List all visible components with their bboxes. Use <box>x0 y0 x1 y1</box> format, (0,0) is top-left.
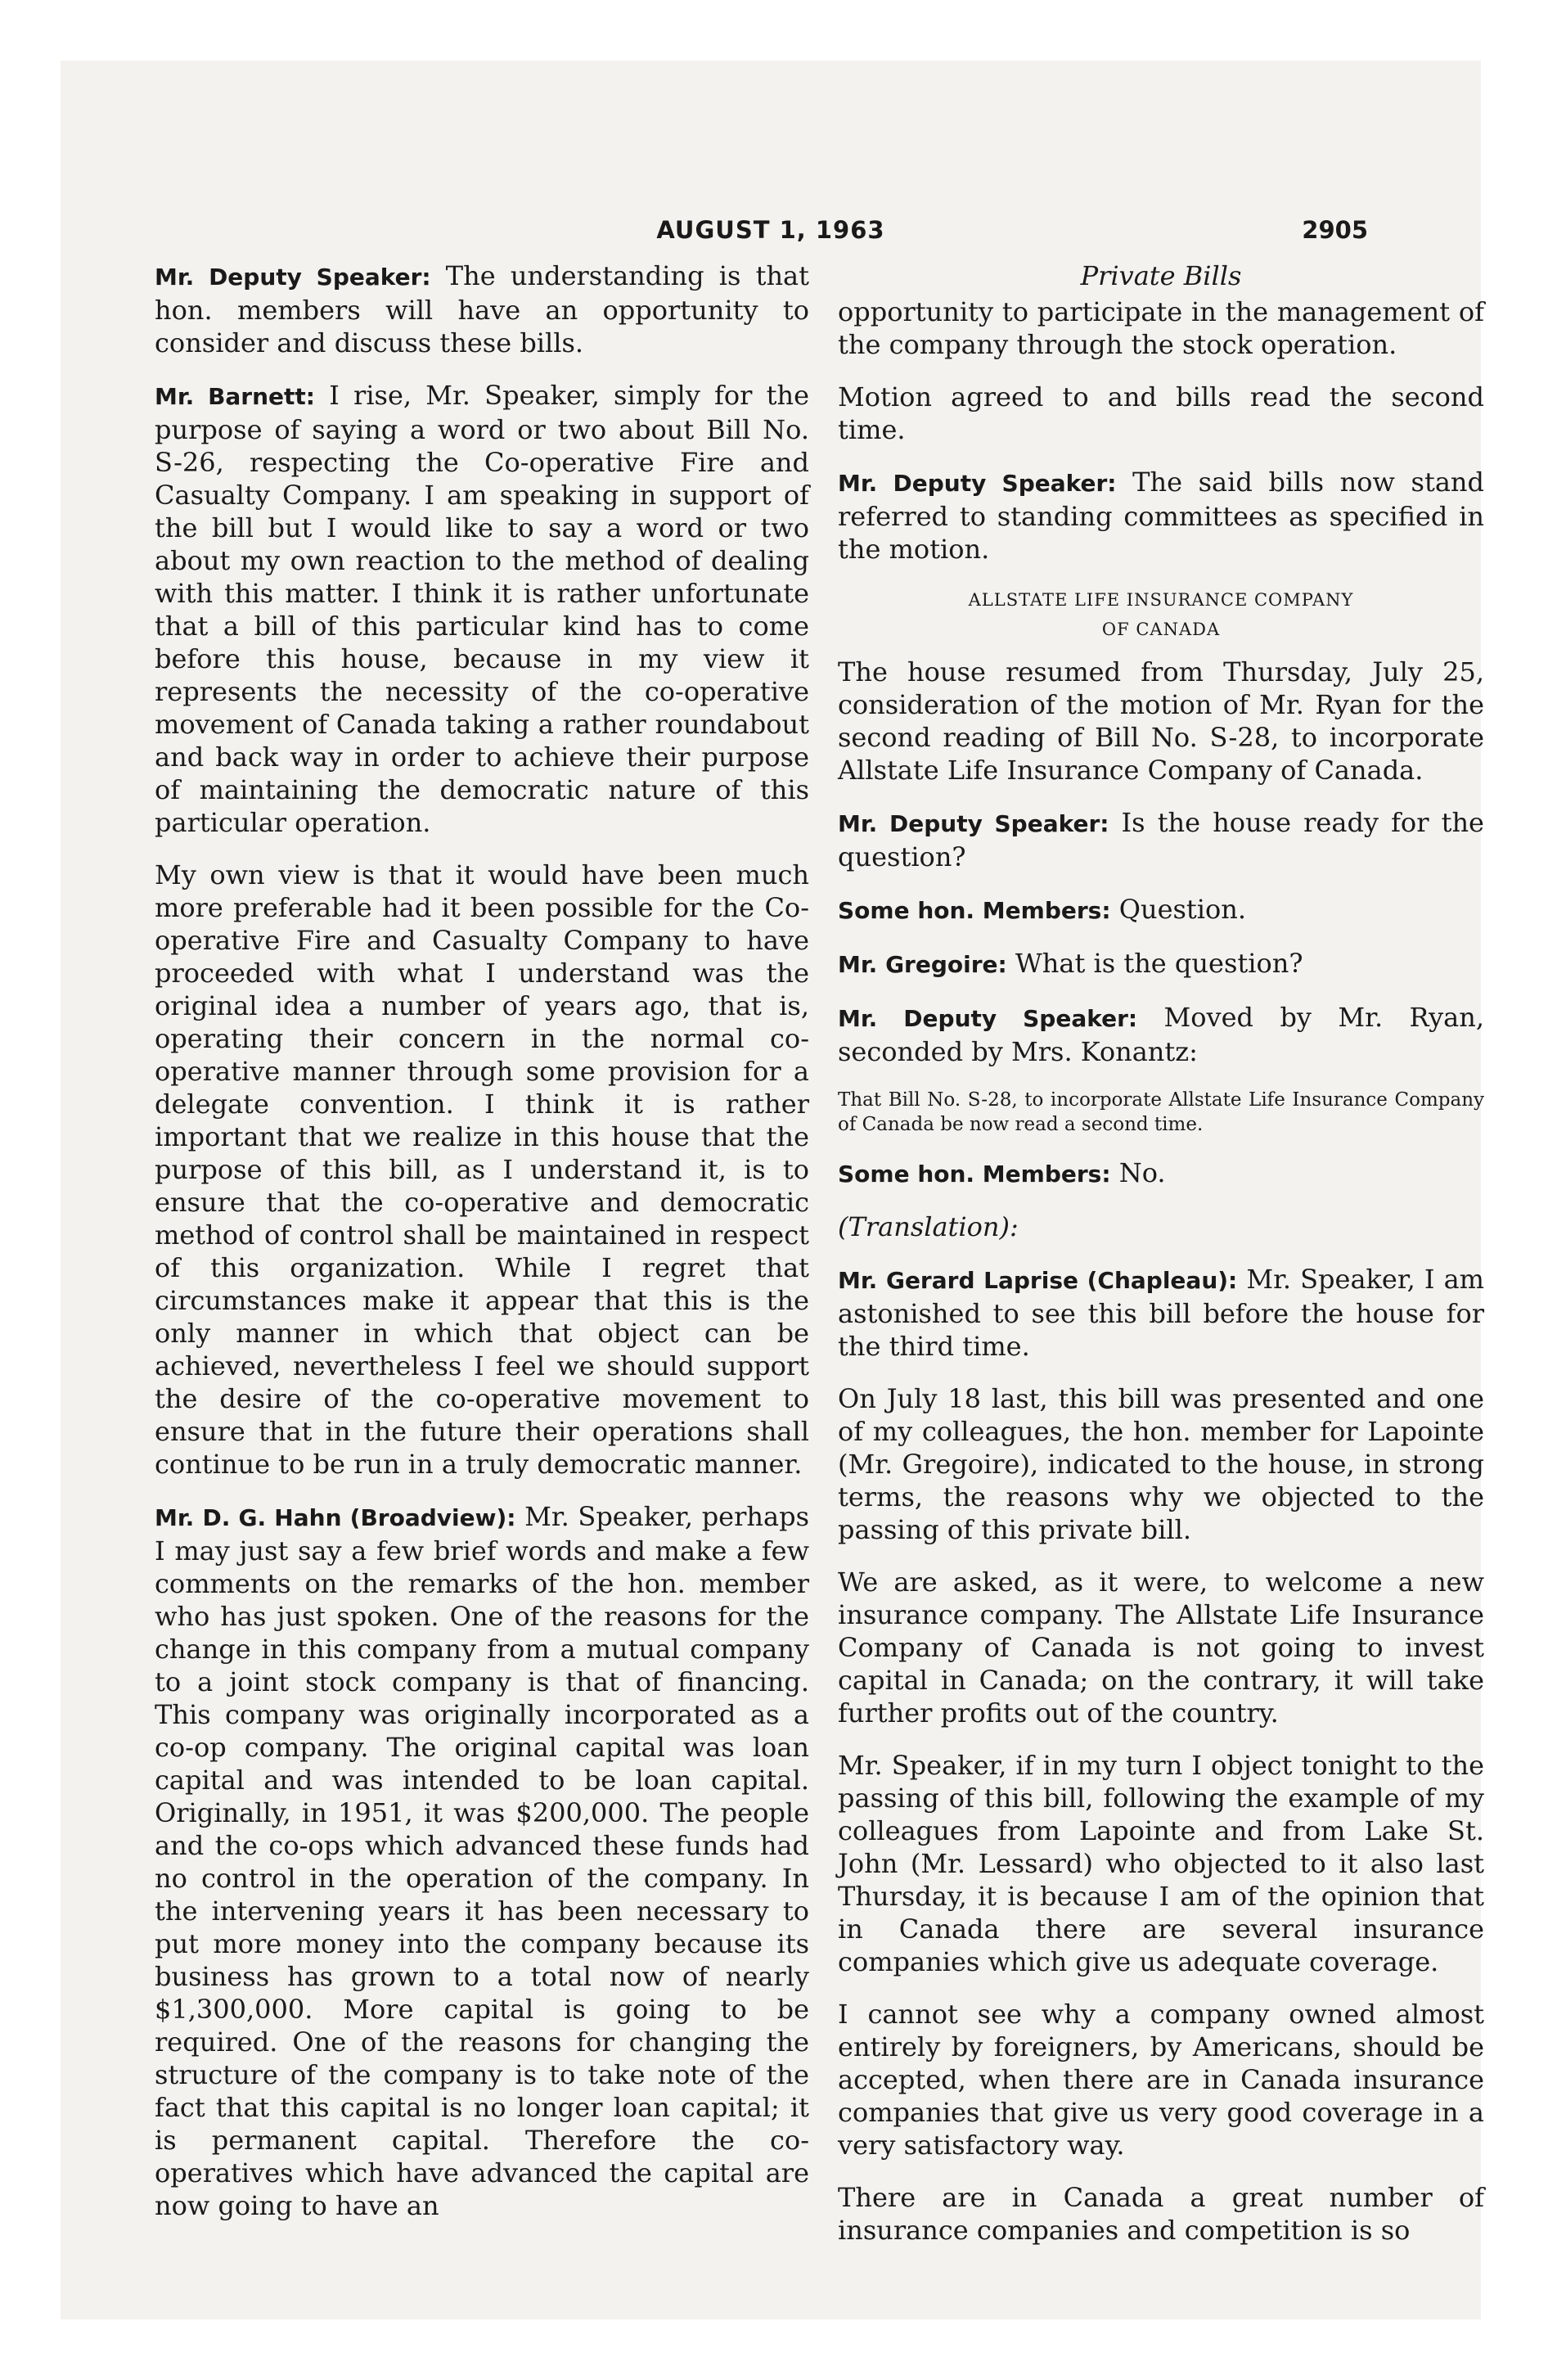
speech-text: Moved by Mr. Ryan, seconded by Mrs. Konantz: <box>838 1002 1484 1067</box>
speech-text: I rise, Mr. Speaker, simply for the purpose of saying a word or two about Bill No. S-26, respecting the Co-operative Fire and Casualty Company. I am speaking in support of the bill but I would like to say a word or two about my own reaction to the method of dealing with this matter. I think it is rather unfortunate that a bill of this particular kind has to come before this house, because in my view it represents the necessity of the co-operative movement of Canada taking a rather roundabout and back way in order to achieve their purpose of maintaining the democratic nature of this particular operation. <box>155 380 810 838</box>
speech-text: The said bills now stand referred to standing committees as specified in the motion. <box>838 467 1484 565</box>
section-heading-line: ALLSTATE LIFE INSURANCE COMPANY <box>968 590 1354 610</box>
paragraph: I cannot see why a company owned almost entirely by foreigners, by Americans, should be accepted, when there are in Canada insurance companies that give us very good coverage in a very satisfactory way. <box>838 1999 1484 2161</box>
page-header <box>61 216 1481 252</box>
speaker-name: Mr. Deputy Speaker: <box>155 264 431 291</box>
speech-text: Question. <box>1110 894 1247 925</box>
speaker-name: Some hon. Members: <box>838 897 1111 924</box>
paragraph: Motion agreed to and bills read the second time. <box>838 381 1484 445</box>
page-sheet <box>61 61 1485 2319</box>
speech-text: Is the house ready for the question? <box>838 807 1484 872</box>
paragraph <box>155 259 809 359</box>
paragraph <box>838 806 1484 873</box>
paragraph: The house resumed from Thursday, July 25, consideration of the motion of Mr. Ryan for the second reading of Bill No. S-28, to incorporate Allstate Life Insurance Company of Canada. <box>838 656 1484 786</box>
paragraph: Mr. Speaker, if in my turn I object tonight to the passing of this bill, following the example of my colleagues from Lapointe and from Lake St. John (Mr. Lessard) who objected to it also last Thursday, it is because I am of the opinion that in Canada there are several insurance companies which give us adequate coverage. <box>838 1750 1484 1977</box>
speaker-name: Mr. Gerard Laprise (Chapleau): <box>838 1267 1238 1294</box>
paragraph <box>155 379 809 839</box>
paragraph <box>838 893 1484 927</box>
paragraph <box>838 947 1484 981</box>
paragraph: On July 18 last, this bill was presented and one of my colleagues, the hon. member for Lapointe (Mr. Gregoire), indicated to the house, in strong terms, the reasons why we objected to the passing of this private bill. <box>838 1383 1484 1545</box>
translation-label: (Translation): <box>838 1211 1019 1242</box>
header-date: AUGUST 1, 1963 <box>656 216 885 244</box>
speaker-name: Mr. Deputy Speaker: <box>838 470 1117 497</box>
running-head: Private Bills <box>1080 260 1242 291</box>
speech-text: The understanding is that hon. members will have an opportunity to consider and discuss these bills. <box>155 260 809 358</box>
paragraph <box>155 1500 809 2222</box>
motion-text: That Bill No. S-28, to incorporate Allstate Life Insurance Company of Canada be now read a second time. <box>838 1089 1484 1135</box>
speaker-name: Mr. Deputy Speaker: <box>838 1005 1138 1032</box>
paragraph: opportunity to participate in the management of the company through the stock operation. <box>838 296 1484 360</box>
speech-text: No. <box>1110 1157 1166 1188</box>
paragraph: We are asked, as it were, to welcome a new insurance company. The Allstate Life Insurance Company of Canada is not going to invest capital in Canada; on the contrary, it will take further profits out of the country. <box>838 1566 1484 1729</box>
left-column <box>155 259 809 2222</box>
right-column <box>838 259 1484 2247</box>
paragraph <box>838 1263 1484 1363</box>
section-heading <box>838 585 1484 644</box>
page-number: 2905 <box>1302 216 1368 244</box>
paragraph: There are in Canada a great number of insurance companies and competition is so <box>838 2182 1484 2246</box>
paragraph <box>838 1156 1484 1191</box>
speaker-name: Mr. Gregoire: <box>838 951 1007 978</box>
speech-text: What is the question? <box>1006 948 1303 979</box>
paragraph: My own view is that it would have been much more preferable had it been possible for the Co-operative Fire and Casualty Company to have proceeded with what I understand was the original idea a number of years ago, that is, operating their concern in the normal co-operative manner through some provision for a delegate convention. I think it is rather important that we realize in this house that the purpose of this bill, as I understand it, is to ensure that the co-operative and democratic method of control shall be maintained in respect of this organization. While I regret that circumstances make it appear that this is the only manner in which that object can be achieved, nevertheless I feel we should support the desire of the co-operative movement to ensure that in the future their operations shall continue to be run in a truly democratic manner. <box>155 859 809 1480</box>
speaker-name: Mr. Deputy Speaker: <box>838 810 1109 837</box>
speech-text: Mr. Speaker, I am astonished to see this bill before the house for the third time. <box>838 1264 1485 1362</box>
speaker-name: Some hon. Members: <box>838 1161 1111 1188</box>
speaker-name: Mr. D. G. Hahn (Broadview): <box>155 1504 516 1531</box>
speech-text: Mr. Speaker, perhaps I may just say a few brief words and make a few comments on the remarks of the hon. member who has just spoken. One of the reasons for the change in this company from a mutual company to a joint stock company is that of financing. This company was originally incorporated as a co-op company. The original capital was loan capital and was intended to be loan capital. Originally, in 1951, it was $200,000. The people and the co-ops which advanced these funds had no control in the operation of the company. In the intervening years it has been necessary to put more money into the company because its business has grown to a total now of nearly $1,300,000. More capital is going to be required. One of the reasons for changing the structure of the company is to take note of the fact that this capital is no longer loan capital; it is permanent capital. Therefore the co-operatives which have advanced the capital are now going to have an <box>155 1501 810 2221</box>
section-heading-line: OF CANADA <box>1101 620 1221 639</box>
speaker-name: Mr. Barnett: <box>155 383 316 410</box>
paragraph <box>838 466 1484 566</box>
paragraph <box>838 1001 1484 1068</box>
